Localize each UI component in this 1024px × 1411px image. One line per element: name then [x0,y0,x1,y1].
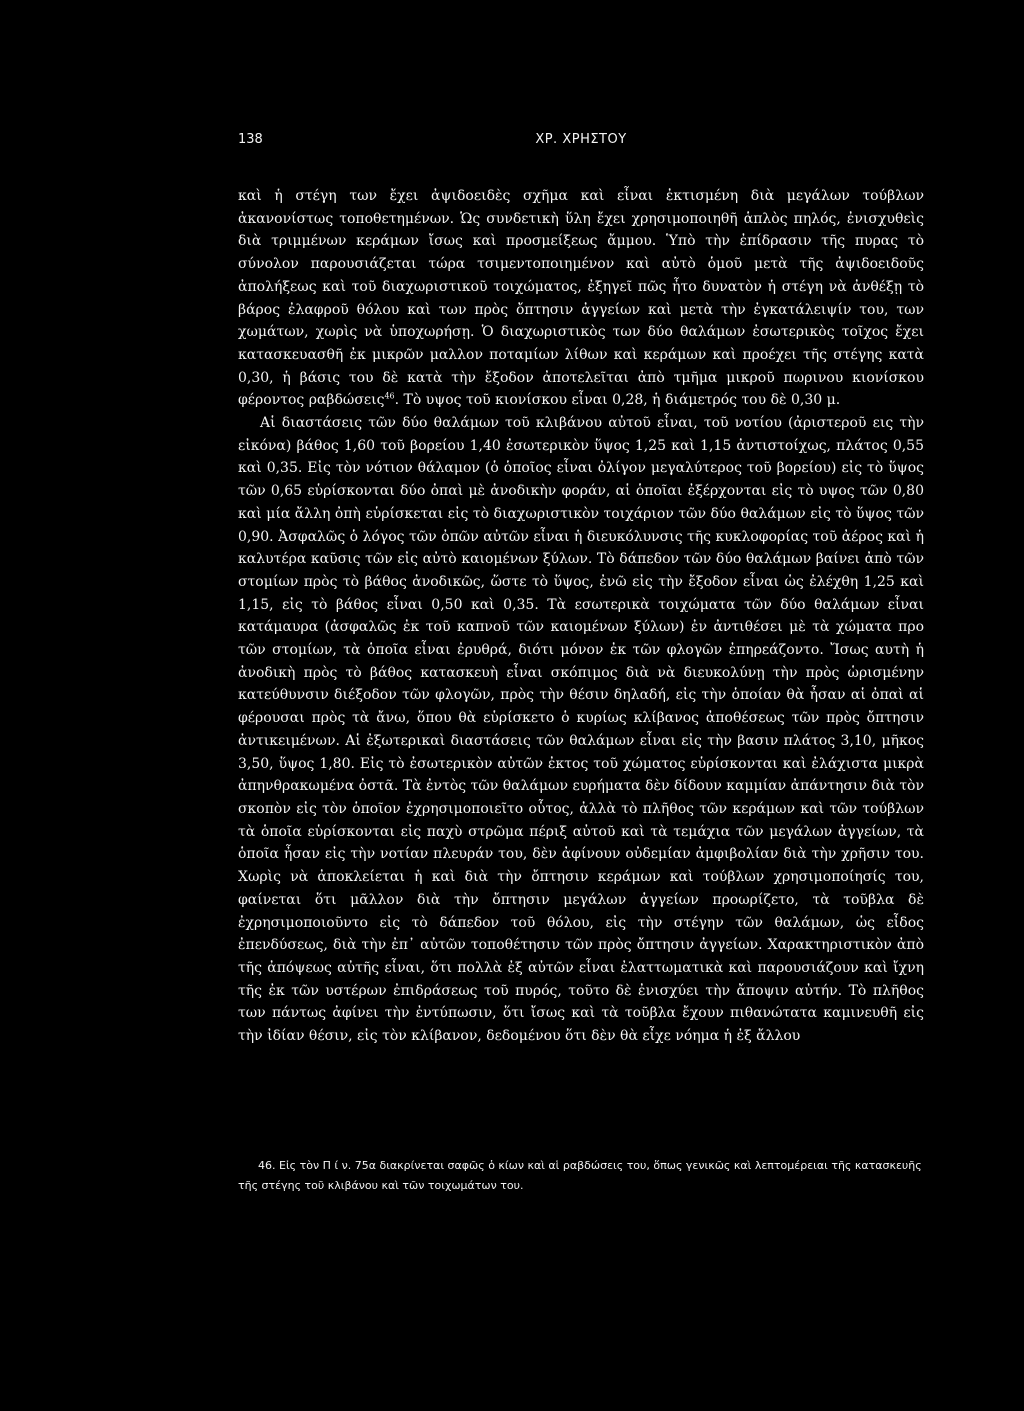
footnote-reference: 46 [384,391,395,401]
paragraph: Αἱ διαστάσεις τῶν δύο θαλάμων τοῦ κλιβάνου αὐτοῦ εἶναι, τοῦ νοτίου (ἀριστεροῦ εις τὴν εἰκόνα) βάθος 1,60 τοῦ βορείου 1,40 ἐσωτερικὸν ὕψος 1,25 καὶ 1,15 ἀντιστοίχως, πλάτος 0,55 καὶ 0,35. Εἰς τὸν νότιον θάλαμον (ὁ ὁποῖος εἶναι ὀλίγον μεγαλύτερος τοῦ βορείου) εἰς τὸ ὕψος τῶν 0,65 εὑρίσκονται δύο ὀπαὶ μὲ ἀνοδικὴν φοράν, αἱ ὁποῖαι ἐξέρχονται εἰς τὸ υψος τῶν 0,80 καὶ μία ἄλλη ὀπὴ εὑρίσκεται εἰς τὸ διαχωριστικὸν τοιχάριον τῶν δύο θαλάμων εἰς τὸ ὕψος τῶν 0,90. Ἀσφαλῶς ὁ λόγος τῶν ὀπῶν αὐτῶν εἶναι ἡ διευκόλυνσις τῆς κυκλοφορίας τοῦ ἀέρος καὶ ἡ καλυτέρα καῦσις τῶν εἰς αὐτὸ καιομένων ξύλων. Τὸ δάπεδον τῶν δύο θαλάμων βαίνει ἀπὸ τῶν στομίων πρὸς τὸ βάθος ἀνοδικῶς, ὥστε τὸ ὕψος, ἐνῶ εἰς τὴν ἔξοδον εἶναι ὡς ἐλέχθη 1,25 καὶ 1,15, εἰς τὸ βάθος εἶναι 0,50 καὶ 0,35. Τὰ εσωτερικὰ τοιχώματα τῶν δύο θαλάμων εἶναι κατάμαυρα (ἀσφαλῶς ἐκ τοῦ καπνοῦ τῶν καιομένων ξύλων) ἐν ἀντιθέσει μὲ τὰ χώματα προ τῶν στομίων, τὰ ὁποῖα εἶναι ἐρυθρά, διότι μόνον ἐκ τῶν φλογῶν ἐπηρεάζοντο. Ἴσως αυτὴ ἡ ἀνοδικὴ πρὸς τὸ βάθος κατασκευὴ εἶναι σκόπιμος διὰ νὰ διευκολύνῃ τὴν πρὸς ὡρισμένην κατεύθυνσιν διέξοδον τῶν φλογῶν, πρὸς τὴν θέσιν δηλαδή, εἰς τὴν ὁποίαν θὰ ἦσαν αἱ ὀπαὶ αἱ φέρουσαι πρὸς τὰ ἄνω, ὅπου θὰ εὑρίσκετο ὁ κυρίως κλίβανος ἀποθέσεως τῶν πρὸς ὄπτησιν ἀντικειμένων. Αἱ ἐξωτερικαὶ διαστάσεις τῶν θαλάμων εἶναι εἰς τὴν βασιν πλάτος 3,10, μῆκος 3,50, ὕψος 1,80. Εἰς τὸ ἐσωτερικὸν αὐτῶν ἐκτος τοῦ χώματος εὑρίσκονται καὶ ἐλάχιστα μικρὰ ἀπηνθρακωμένα ὀστᾶ. Τὰ ἐντὸς τῶν θαλάμων ευρήματα δὲν δίδουν καμμίαν ἀπάντησιν διὰ τὸν σκοπὸν εἰς τὸν ὁποῖον ἐχρησιμοποιεῖτο οὗτος, ἀλλὰ τὸ πλῆθος τῶν κεράμων καὶ τῶν τούβλων τὰ ὁποῖα εὑρίσκονται εἰς παχὺ στρῶμα πέριξ αὐτοῦ καὶ τὰ τεμάχια τῶν μεγάλων ἀγγείων, τὰ ὁποῖα ἦσαν εἰς τὴν νοτίαν πλευράν του, δὲν ἀφίνουν οὐδεμίαν ἀμφιβολίαν διὰ τὴν χρῆσιν του. Χωρὶς νὰ ἀποκλείεται ἡ καὶ διὰ τὴν ὄπτησιν κεράμων καὶ τούβλων χρησιμοποίησίς του, φαίνεται ὅτι μᾶλλον διὰ τὴν ὄπτησιν μεγάλων ἀγγείων προωρίζετο, τὰ τοῦβλα δὲ ἐχρησιμοποιοῦντο εἰς τὸ δάπεδον τοῦ θόλου, εἰς τὴν στέγην τῶν θαλάμων, ὡς εἶδος ἐπενδύσεως, διὰ τὴν ἐπ᾽ αὐτῶν τοποθέτησιν τῶν πρὸς ὄπτησιν ἀγγείων. Χαρακτηριστικὸν ἀπὸ τῆς ἀπόψεως αὐτῆς εἶναι, ὅτι πολλὰ ἐξ αὐτῶν εἶναι ἐλαττωματικὰ καὶ παρουσιάζουν καὶ ἴχνη τῆς ἐκ τῶν υστέρων ἐπιδράσεως τοῦ πυρός, τοῦτο δὲ ἐνισχύει τὴν ἄποψιν αὐτήν. Τὸ πλῆθος των πάντως ἀφίνει τὴν ἐντύπωσιν, ὅτι ἴσως καὶ τὰ τοῦβλα ἔχουν πιθανώτατα καμινευθῆ εἰς τὴν ἰδίαν θέσιν, εἰς τὸν κλίβανον, δεδομένου ὅτι δὲν θὰ εἶχε νόημα ἡ ἐξ ἄλλου [238,415,924,1045]
paragraph-text: καὶ ἡ στέγη των ἔχει ἀψιδοειδὲς σχῆμα καὶ εἶναι ἐκτισμένη διὰ μεγάλων τούβλων ἀκανονίστως τοποθετημένων. Ὡς συνδετικὴ ὕλη ἔχει χρησιμοποιηθῆ ἁπλὸς πηλός, ἐνισχυθεὶς διὰ τριμμένων κεράμων ἴσως καὶ προσμείξεως ἄμμου. Ὑπὸ τὴν ἐπίδρασιν τῆς πυρας τὸ σύνολον παρουσιάζεται τώρα τσιμεντοποιημένον καὶ αὐτὸ ὁμοῦ μετὰ τῆς ἀψιδοειδοῦς ἀπολήξεως καὶ τοῦ διαχωριστικοῦ τοιχώματος, ἐξηγεῖ πῶς ἦτο δυνατὸν ἡ στέγη νὰ ἀνθέξῃ τὸ βάρος ἐλαφροῦ θόλου καὶ των πρὸς ὄπτησιν ἀγγείων καὶ μετὰ τὴν ἐγκατάλειψίν του, των χωμάτων, χωρὶς νὰ ὑποχωρήσῃ. Ὁ διαχωριστικὸς των δύο θαλάμων ἐσωτερικὸς τοῖχος ἔχει κατασκευασθῆ ἐκ μικρῶν μαλλον ποταμίων λίθων καὶ κεράμων καὶ προέχει τῆς στέγης κατὰ 0,30, ἡ βάσις του δὲ κατὰ τὴν ἔξοδον ἀποτελεῖται ἀπὸ τμῆμα μικροῦ πωρινου κιονίσκου φέροντος ραβδώσεις [238,188,924,409]
running-head [238,132,924,156]
footnotes [238,1156,924,1196]
footnote: 46. Εἰς τὸν Π ί ν. 75α διακρίνεται σαφῶς ὁ κίων καὶ αἱ ραβδώσεις του, ὅπως γενικῶς καὶ λεπτομέρειαι τῆς κατασκευῆς τῆς στέγης τοῦ κλιβάνου καὶ τῶν τοιχωμάτων του. [238,1159,922,1192]
paragraph [238,185,924,412]
body-text [238,185,924,1048]
paragraph-text: . Τὸ υψος τοῦ κιονίσκου εἶναι 0,28, ἡ διάμετρός του δὲ 0,30 μ. [394,392,841,409]
page-number: 138 [238,132,263,147]
running-head-author: ΧΡ. ΧΡΗΣΤΟΥ [535,132,627,147]
